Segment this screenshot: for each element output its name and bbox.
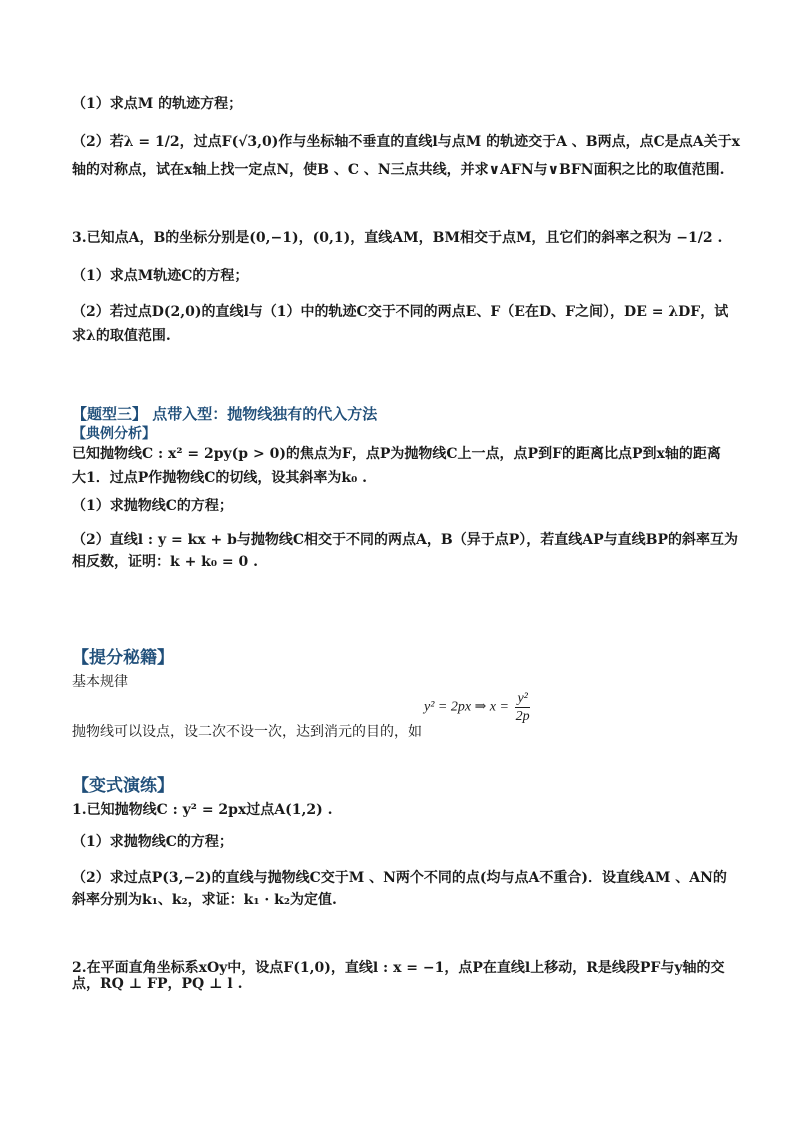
practice-1-part-2-line-1: （2）求过点P(3,−2)的直线与抛物线C交于M 、N两个不同的点(均与点A不重合)．设直线AM 、AN的 (72, 870, 727, 886)
parabola-formula (424, 690, 533, 725)
practice-heading: 【变式演练】 (72, 776, 174, 796)
problem-3-statement: 3.已知点A，B的坐标分别是(0,−1)，(0,1)，直线AM，BM相交于点M，且它们的斜率之积为 −1/2 . (72, 230, 723, 246)
problem-2-part-2-line-1: （2）若λ = 1/2，过点F(√3,0)作与坐标轴不垂直的直线l与点M 的轨迹交于A 、B两点，点C是点A关于x (72, 134, 740, 150)
formula-fraction (515, 690, 529, 725)
example-part-2-line-2: 相反数，证明：k + k₀ = 0 . (72, 554, 258, 570)
problem-3-part-2-line-1: （2）若过点D(2,0)的直线l与（1）中的轨迹C交于不同的两点E、F（E在D、F之间），DE = λDF，试 (72, 304, 729, 320)
tips-heading: 【提分秘籍】 (72, 648, 174, 668)
example-analysis-label: 【典例分析】 (72, 426, 156, 442)
problem-2-part-1: （1）求点M 的轨迹方程； (72, 96, 243, 112)
basic-rule-label: 基本规律 (72, 674, 128, 690)
practice-1-part-1: （1）求抛物线C的方程； (72, 834, 233, 850)
problem-2-part-2-line-2: 轴的对称点，试在x轴上找一定点N，使B 、C 、N三点共线，并求∨AFN与∨BFN面积之比的取值范围. (72, 162, 725, 178)
problem-3-part-1: （1）求点M轨迹C的方程； (72, 268, 249, 284)
practice-1-part-2-line-2: 斜率分别为k₁、k₂，求证：k₁ · k₂为定值. (72, 892, 337, 908)
practice-2-line-1: 2.在平面直角坐标系xOy中，设点F(1,0)，直线l : x = −1，点P在直线l上移动，R是线段PF与y轴的交 (72, 960, 725, 976)
formula-left: y² = 2px ⇒ x = (424, 699, 509, 715)
example-statement-line-1: 已知抛物线C : x² = 2py(p > 0)的焦点为F，点P为抛物线C上一点，点P到F的距离比点P到x轴的距离 (72, 446, 721, 462)
formula-denominator: 2p (515, 709, 530, 724)
practice-1-statement: 1.已知抛物线C : y² = 2px过点A(1,2) . (72, 802, 333, 818)
example-statement-line-2: 大1．过点P作抛物线C的切线，设其斜率为k₀ . (72, 470, 367, 486)
tips-text: 抛物线可以设点，设二次不设一次，达到消元的目的，如 (72, 724, 422, 740)
problem-3-part-2-line-2: 求λ的取值范围. (72, 328, 171, 344)
formula-numerator: y² (517, 691, 528, 706)
example-part-1: （1）求抛物线C的方程； (72, 498, 233, 514)
section-heading-type-3: 【题型三】 点带入型：抛物线独有的代入方法 (72, 405, 378, 423)
practice-2-line-2: 点，RQ ⊥ FP，PQ ⊥ l . (72, 976, 243, 992)
example-part-2-line-1: （2）直线l : y = kx + b与抛物线C相交于不同的两点A，B（异于点P），若直线AP与直线BP的斜率互为 (72, 532, 739, 548)
